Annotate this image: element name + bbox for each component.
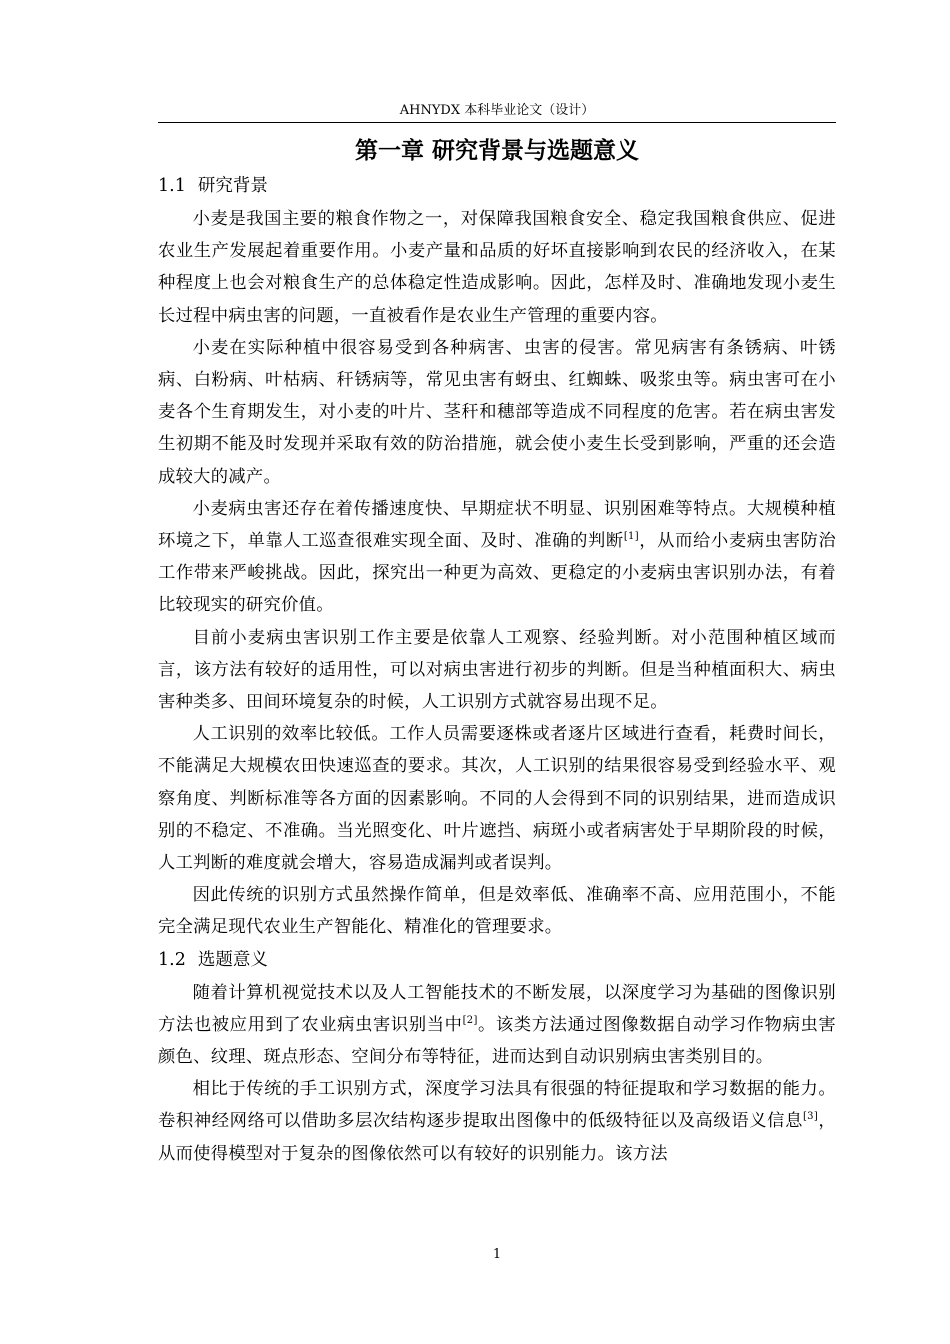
citation-marker: [3] xyxy=(802,1111,819,1123)
citation-marker: [2] xyxy=(462,1015,478,1027)
paragraph-text: 人工识别的效率比较低。工作人员需要逐株或者逐片区域进行查看，耗费时间长，不能满足大规模农田快速巡查的要求。其次，人工识别的结果很容易受到经验水平、观察角度、判断标准等各方面的因素影响。不同的人会得到不同的识别结果，进而造成识别的不稳定、不准确。当光照变化、叶片遮挡、病斑小或者病害处于早期阶段的时候，人工判断的难度就会增大，容易造成漏判或者误判。 xyxy=(158,724,836,874)
section-heading-1-2 xyxy=(158,944,836,977)
paragraph xyxy=(158,622,836,719)
paragraph xyxy=(158,718,836,879)
paragraph-text: 目前小麦病虫害识别工作主要是依靠人工观察、经验判断。对小范围种植区域而言，该方法有较好的适用性，可以对病虫害进行初步的判断。但是当种植面积大、病虫害种类多、田间环境复杂的时候，人工识别方式就容易出现不足。 xyxy=(158,627,836,713)
paragraph-text: 因此传统的识别方式虽然操作简单，但是效率低、准确率不高、应用范围小，不能完全满足现代农业生产智能化、精准化的管理要求。 xyxy=(158,885,836,938)
paragraph xyxy=(158,493,836,622)
section-title: 选题意义 xyxy=(197,949,268,970)
body-content xyxy=(158,170,836,1170)
paragraph-text: ，从而给小麦病虫害防治工作带来严峻挑战。因此，探究出一种更为高效、更稳定的小麦病虫害识别办法，有着比较现实的研究价值。 xyxy=(158,531,836,616)
running-header: AHNYDX 本科毕业论文（设计） xyxy=(399,103,595,118)
paragraph xyxy=(158,203,836,332)
paragraph-text: 。该类方法通过图像数据自动学习作物病虫害颜色、纹理、斑点形态、空间分布等特征，进而达到自动识别病虫害类别目的。 xyxy=(158,1014,836,1068)
paragraph xyxy=(158,879,836,943)
section-number: 1.2 xyxy=(158,949,186,970)
paragraph-text: 随着计算机视觉技术以及人工智能技术的不断发展，以深度学习为基础的图像识别方法也被应用到了农业病虫害识别当中 xyxy=(158,982,836,1035)
section-title: 研究背景 xyxy=(197,176,268,196)
paragraph-text: 小麦在实际种植中很容易受到各种病害、虫害的侵害。常见病害有条锈病、叶锈病、白粉病、叶枯病、秆锈病等，常见虫害有蚜虫、红蜘蛛、吸浆虫等。病虫害可在小麦各个生育期发生，对小麦的叶片、茎秆和穗部等造成不同程度的危害。若在病虫害发生初期不能及时发现并采取有效的防治措施，就会使小麦生长受到影响，严重的还会造成较大的减产。 xyxy=(158,337,836,487)
paragraph xyxy=(158,977,836,1074)
paragraph-text: 小麦病虫害还存在着传播速度快、早期症状不明显、识别困难等特点。大规模种植环境之下，单靠人工巡查很难实现全面、及时、准确的判断 xyxy=(158,498,836,552)
section-heading-1-1 xyxy=(158,170,836,203)
paragraph-text: 相比于传统的手工识别方式，深度学习法具有很强的特征提取和学习数据的能力。卷积神经网络可以借助多层次结构逐步提取出图像中的低级特征以及高级语义信息 xyxy=(158,1079,836,1132)
paragraph xyxy=(158,1073,836,1170)
section-number: 1.1 xyxy=(158,176,186,196)
paragraph xyxy=(158,332,836,493)
page-number: 1 xyxy=(492,1247,502,1262)
paragraph-text: 小麦是我国主要的粮食作物之一，对保障我国粮食安全、稳定我国粮食供应、促进农业生产发展起着重要作用。小麦产量和品质的好坏直接影响到农民的经济收入，在某种程度上也会对粮食生产的总体稳定性造成影响。因此，怎样及时、准确地发现小麦生长过程中病虫害的问题，一直被看作是农业生产管理的重要内容。 xyxy=(158,209,836,326)
paragraph-text: ，从而使得模型对于复杂的图像依然可以有较好的识别能力。该方法 xyxy=(158,1111,836,1164)
citation-marker: [1] xyxy=(623,531,639,543)
chapter-title: 第一章 研究背景与选题意义 xyxy=(354,138,639,164)
header-rule xyxy=(158,122,836,123)
